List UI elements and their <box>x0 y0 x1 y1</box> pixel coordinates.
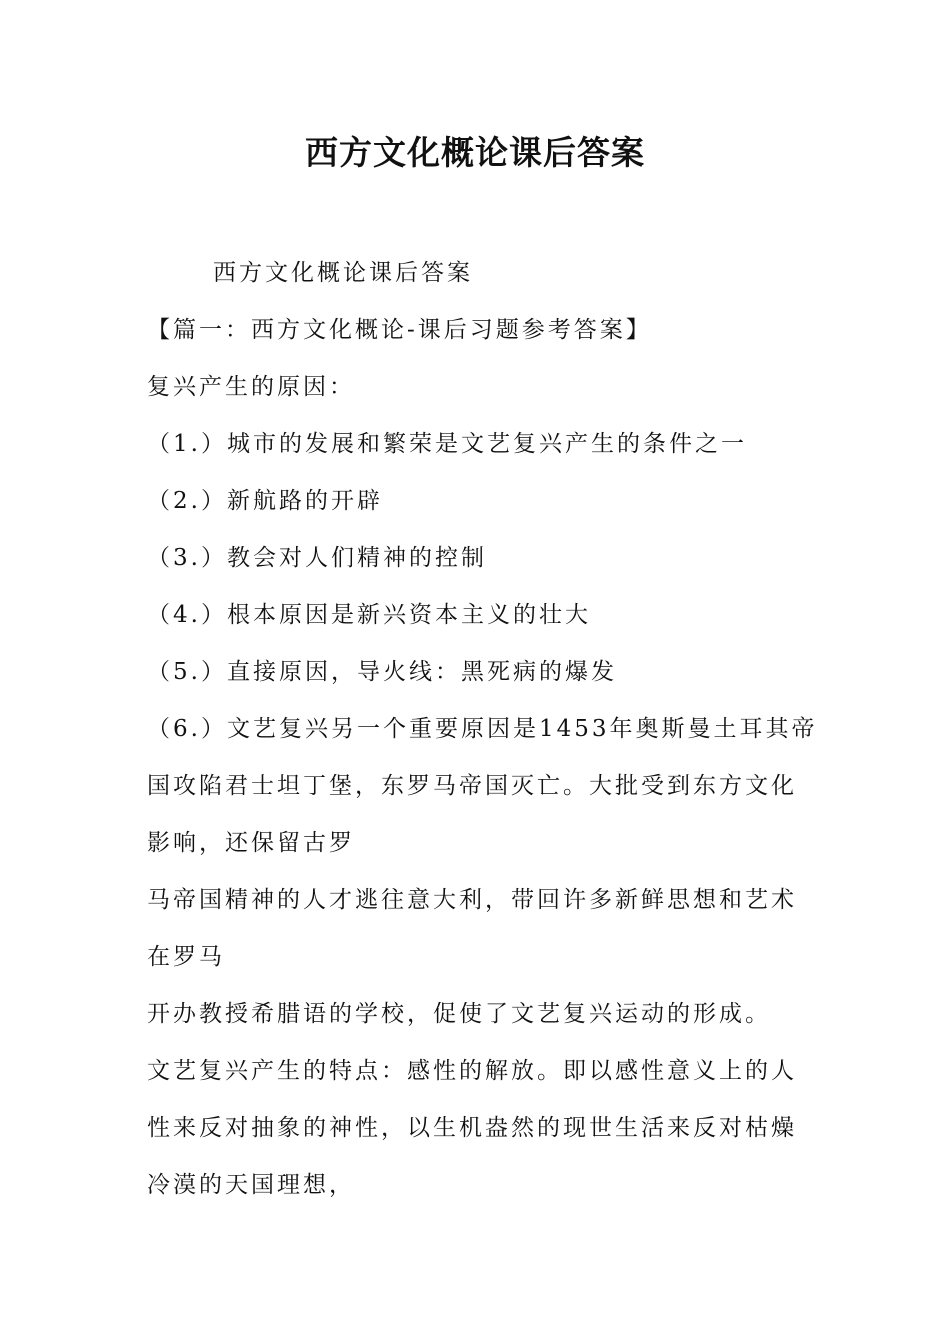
paragraph-line: 冷漠的天国理想， <box>147 1172 355 1198</box>
paragraph-line: 在罗马 <box>147 944 225 970</box>
list-item: （2.）新航路的开辟 <box>147 488 383 514</box>
paragraph-line: 复兴产生的原因： <box>147 374 355 400</box>
list-item: （4.）根本原因是新兴资本主义的壮大 <box>147 602 591 628</box>
paragraph-line: 性来反对抽象的神性，以生机盎然的现世生活来反对枯燥 <box>147 1115 797 1141</box>
section-heading: 【篇一：西方文化概论-课后习题参考答案】 <box>147 317 652 343</box>
list-item: （5.）直接原因，导火线：黑死病的爆发 <box>147 659 617 685</box>
list-item: （6.）文艺复兴另一个重要原因是1453年奥斯曼土耳其帝 <box>147 716 818 742</box>
document-body <box>147 245 818 1214</box>
paragraph-line: 马帝国精神的人才逃往意大利，带回许多新鲜思想和艺术 <box>147 887 797 913</box>
paragraph-line: 影响，还保留古罗 <box>147 830 355 856</box>
paragraph-line: 文艺复兴产生的特点：感性的解放。即以感性意义上的人 <box>147 1058 797 1084</box>
list-item: （3.）教会对人们精神的控制 <box>147 545 487 571</box>
paragraph-line: 开办教授希腊语的学校，促使了文艺复兴运动的形成。 <box>147 1001 771 1027</box>
document-title: 西方文化概论课后答案 <box>305 133 645 172</box>
paragraph-line: 国攻陷君士坦丁堡，东罗马帝国灭亡。大批受到东方文化 <box>147 773 797 799</box>
subtitle-line: 西方文化概论课后答案 <box>213 260 473 286</box>
list-item: （1.）城市的发展和繁荣是文艺复兴产生的条件之一 <box>147 431 747 457</box>
